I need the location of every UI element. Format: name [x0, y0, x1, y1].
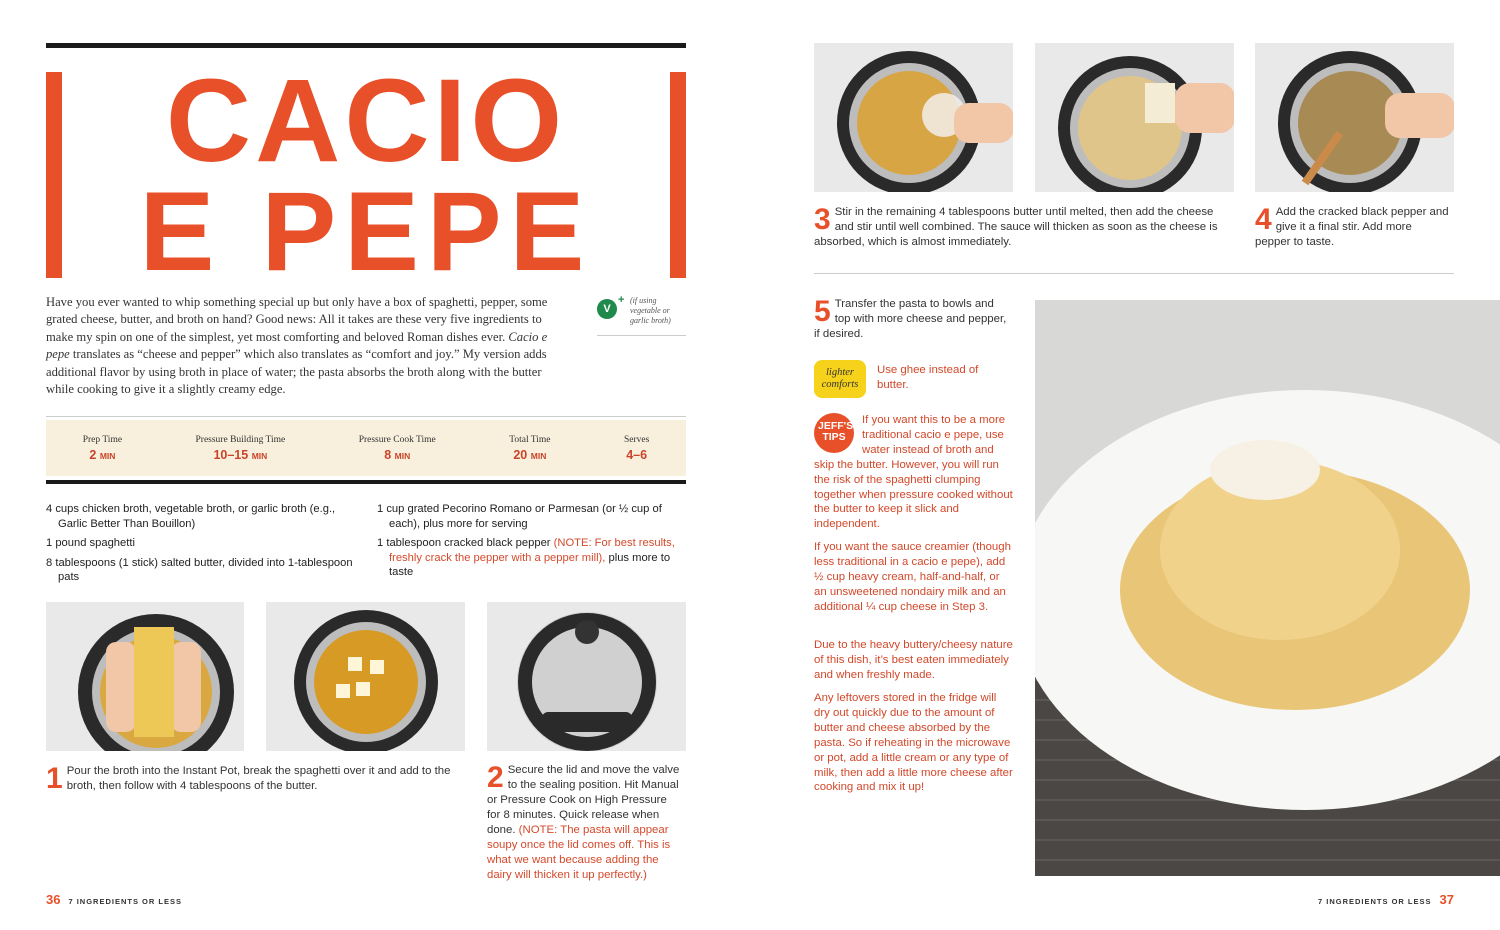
ingredients-column-right — [377, 502, 687, 585]
step3-photo — [814, 43, 1013, 192]
section-name: 7 INGREDIENTS OR LESS — [1318, 897, 1432, 906]
step-5: 5 Transfer the pasta to bowls and top with more cheese and pepper, if desired. — [814, 295, 1007, 340]
intro-paragraph: Have you ever wanted to whip something special up but only have a box of spaghetti, pepper, some grated cheese, butter, and broth on hand? Good news: All it takes are these very five ingredients to make my spin on one of the simplest, yet most comforting and beloved Roman dishes ever. Cacio e pepe translates as “cheese and pepper” which also translates as “comfort and joy.” My version adds additional flavor by using broth in place of water; the pasta absorbs the broth along with the butter while cooking to give it a slightly creamy edge. — [46, 295, 548, 397]
time-info-bar — [46, 420, 686, 476]
time-total: Total Time 20 MIN — [509, 434, 551, 462]
finished-dish-photo — [1035, 300, 1500, 876]
lighter-comforts-badge: lighter comforts — [814, 360, 866, 398]
ingredients-column-left — [46, 502, 356, 590]
time-prep: Prep Time 2 MIN — [82, 434, 123, 462]
top-rule — [46, 43, 686, 48]
page-number: 37 — [1439, 892, 1454, 907]
step3b-photo — [1035, 43, 1234, 192]
right-footer — [1318, 892, 1454, 907]
recipe-title-line1: CACIO — [165, 55, 567, 187]
step3-lid-photo — [487, 602, 686, 751]
jeffs-tip-2: If you want the sauce creamier (though less traditional in a cacio e pepe), add ½ cup heavy cream, half-and-half, or an unsweetened nondairy milk and an additional ¼ cup cheese in Step 3. — [814, 541, 1011, 613]
plus-icon: + — [618, 294, 625, 306]
ingredient-item: 1 tablespoon cracked black pepper (NOTE: For best results, freshly crack the pepper with a pepper mill), plus more to taste — [377, 537, 675, 578]
step-4: 4 Add the cracked black pepper and give it a final stir. Add more pepper to taste. — [1255, 203, 1449, 248]
jeffs-tip-4: Any leftovers stored in the fridge will dry out quickly due to the amount of butter and cheese absorbed by the pasta. So if reheating in the microwave or pot, add a little cream or any type of milk, then add a little more cheese after cooking and mix it up! — [814, 692, 1013, 794]
left-footer — [46, 892, 182, 907]
step-1: 1 Pour the broth into the Instant Pot, break the spaghetti over it and add to the broth, then follow with 4 tablespoons of the butter. — [46, 762, 451, 795]
ingredient-item: 1 pound spaghetti — [46, 537, 135, 549]
vegetarian-badge-block — [597, 296, 686, 336]
divider — [814, 273, 1454, 274]
page-number: 36 — [46, 892, 61, 907]
step-3: 3 Stir in the remaining 4 tablespoons butter until melted, then add the cheese and stir until well combined. The sauce will thicken as soon as the cheese is absorbed, which is almost immediately. — [814, 203, 1218, 248]
vegetarian-icon: V — [597, 299, 617, 319]
ingredient-item: 4 cups chicken broth, vegetable broth, or garlic broth (e.g., Garlic Better Than Bouillon) — [46, 503, 336, 530]
step1-photo — [46, 602, 244, 751]
step-2: 2 Secure the lid and move the valve to the sealing position. Hit Manual or Pressure Cook on High Pressure for 8 minutes. Quick release when done. (NOTE: The pasta will appear soupy once the lid comes off. This is what we want because adding the dairy will thicken it up perfectly.) — [487, 761, 680, 881]
divider — [46, 416, 686, 417]
jeffs-tip-3: Due to the heavy buttery/cheesy nature of this dish, it’s best eaten immediately and when freshly made. — [814, 639, 1013, 681]
ingredients-rule — [46, 480, 686, 484]
jeffs-tip-1: JEFF'S TIPS If you want this to be a more traditional cacio e pepe, use water instead of broth and skip the butter. However, you will run the risk of the spaghetti clumping together when pressure cooked without the butter to keep it slick and independent. — [814, 414, 1013, 531]
ingredient-item: 8 tablespoons (1 stick) salted butter, divided into 1-tablespoon pats — [46, 556, 353, 583]
time-pressure-cook: Pressure Cook Time 8 MIN — [358, 434, 436, 462]
jeffs-tips-badge: JEFF'S TIPS — [814, 413, 854, 453]
step2-photo — [266, 602, 465, 751]
lighter-comforts-text: Use ghee instead of butter. — [877, 364, 979, 391]
vegetarian-note: (if using vegetable or garlic broth) — [630, 296, 671, 325]
step4-photo — [1255, 43, 1454, 192]
section-name: 7 INGREDIENTS OR LESS — [68, 897, 182, 906]
ingredient-item: 1 cup grated Pecorino Romano or Parmesan (or ½ cup of each), plus more for serving — [377, 503, 662, 530]
time-pressure-building: Pressure Building Time 10–15 MIN — [195, 434, 286, 462]
recipe-title-line2: E PEPE — [139, 169, 593, 294]
serves: Serves 4–6 — [623, 434, 650, 462]
